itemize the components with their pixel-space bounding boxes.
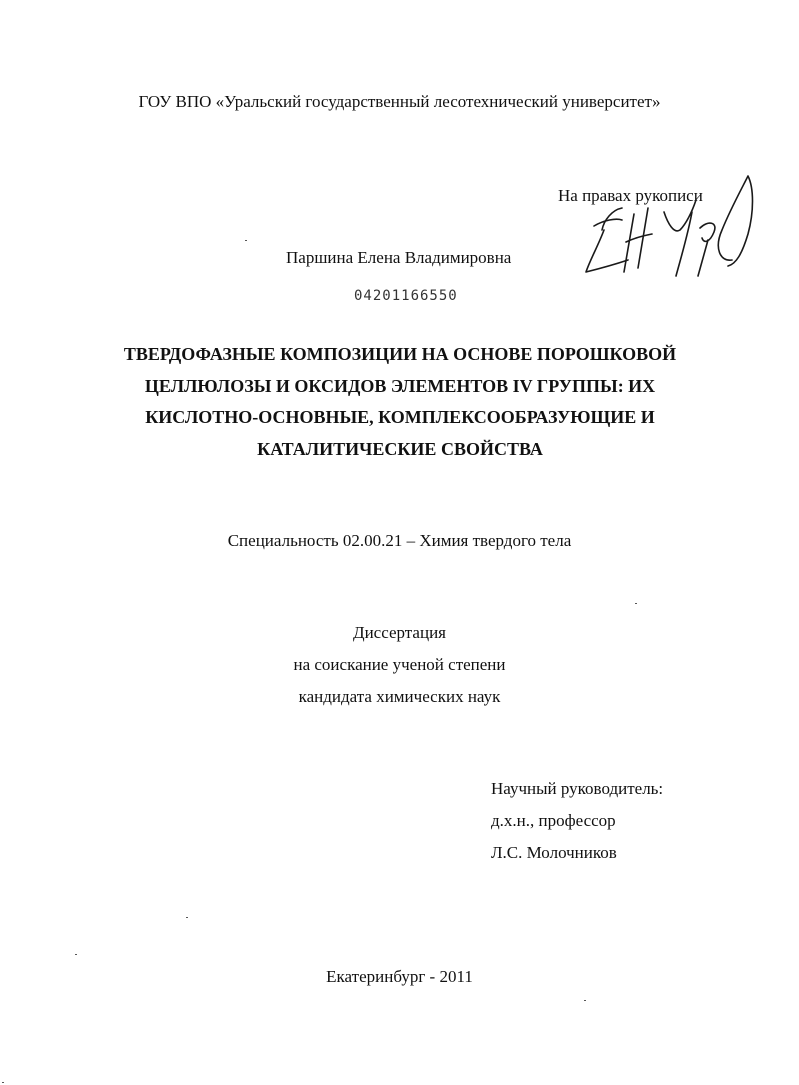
title-line: КИСЛОТНО-ОСНОВНЫЕ, КОМПЛЕКСООБРАЗУЮЩИЕ И <box>145 407 655 427</box>
title-line: КАТАЛИТИЧЕСКИЕ СВОЙСТВА <box>257 438 543 459</box>
specialty-line: Специальность 02.00.21 – Химия твердого тела <box>227 531 572 550</box>
city-year: Екатеринбург - 2011 <box>326 967 473 986</box>
title-line: ЦЕЛЛЮЛОЗЫ И ОКСИДОВ ЭЛЕМЕНТОВ IV ГРУППЫ: ИХ <box>144 375 656 396</box>
scan-speck <box>186 917 188 918</box>
manuscript-rights-note: На правах рукописи <box>558 186 703 205</box>
degree-name-line: кандидата химических наук <box>298 687 501 706</box>
scan-speck <box>75 954 77 955</box>
supervisor-heading: Научный руководитель: <box>491 779 664 798</box>
scan-speck <box>245 240 247 241</box>
title-line: ТВЕРДОФАЗНЫЕ КОМПОЗИЦИИ НА ОСНОВЕ ПОРОШКОВОЙ <box>123 344 677 364</box>
supervisor-name: Л.С. Молочников <box>491 843 617 862</box>
scan-speck <box>635 603 637 604</box>
author-name: Паршина Елена Владимировна <box>286 248 512 267</box>
institution-name: ГОУ ВПО «Уральский государственный лесотехнический университет» <box>138 92 661 111</box>
registration-number: 04201166550 <box>354 288 458 304</box>
dissertation-label: Диссертация <box>352 623 446 642</box>
supervisor-degree: д.х.н., профессор <box>491 811 616 830</box>
handwritten-signature <box>582 168 757 280</box>
scan-speck <box>2 1082 4 1083</box>
dissertation-title <box>100 339 700 465</box>
scan-speck <box>584 1000 586 1001</box>
degree-purpose-line: на соискание ученой степени <box>293 655 506 674</box>
